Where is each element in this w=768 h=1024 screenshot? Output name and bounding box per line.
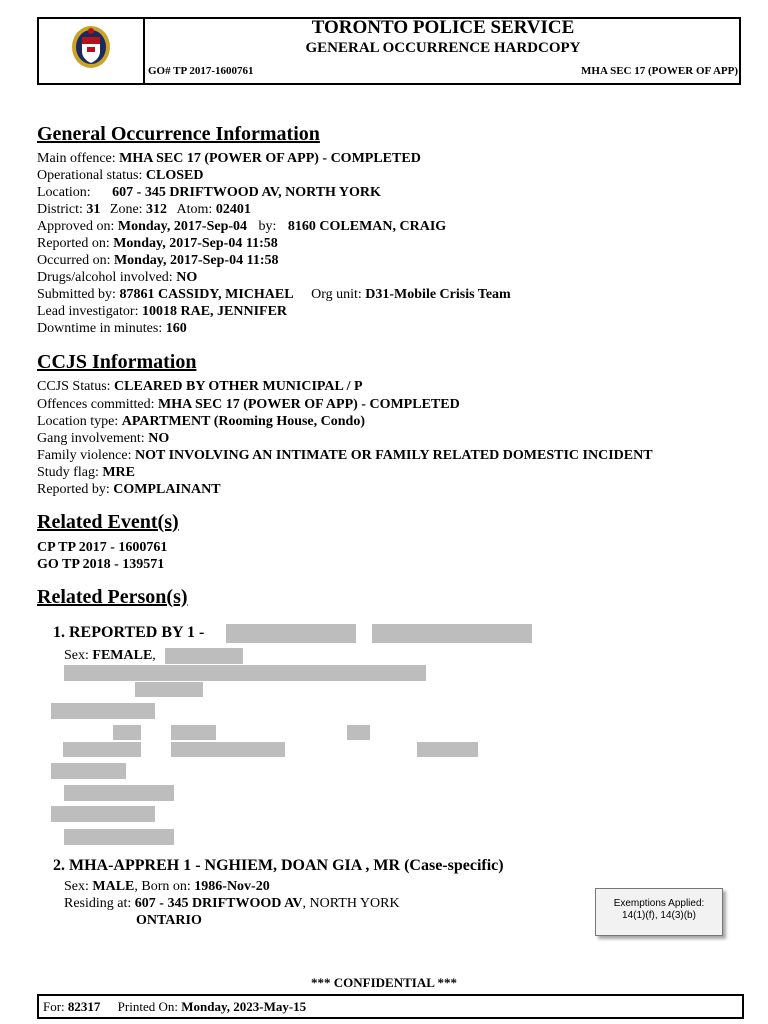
person-2-city-value: , NORTH YORK <box>302 896 400 911</box>
label: Submitted by: <box>37 287 116 302</box>
label: Study flag: <box>37 465 99 480</box>
label: Occurred on: <box>37 253 111 268</box>
district-row <box>37 201 251 218</box>
occurred-on-value: Monday, 2017-Sep-04 11:58 <box>113 253 279 268</box>
submitted-by-value: 87861 CASSIDY, MICHAEL <box>119 287 294 302</box>
footer-box <box>37 994 744 1019</box>
redaction-block <box>226 624 356 643</box>
study-flag-value: MRE <box>102 465 136 480</box>
redaction-block <box>417 742 478 757</box>
gang-row <box>37 430 169 447</box>
person-2-province-value: ONTARIO <box>136 913 202 928</box>
person-1-sex-value: FEMALE <box>92 648 153 663</box>
label: Approved on: <box>37 219 115 234</box>
label: CCJS Status: <box>37 379 111 394</box>
redaction-block <box>51 763 126 779</box>
person-2-residence-row <box>64 895 400 912</box>
label: Reported on: <box>37 236 110 251</box>
person-2-sex-row <box>64 878 270 895</box>
reported-by-value: COMPLAINANT <box>113 482 221 497</box>
approved-on-value: Monday, 2017-Sep-04 <box>117 219 248 234</box>
redaction-block <box>165 648 243 664</box>
events-heading: Related Event(s) <box>37 511 179 533</box>
status-value: CLOSED <box>145 168 204 183</box>
label: Atom: <box>176 202 213 217</box>
approved-row <box>37 218 446 235</box>
ccjs-status-value: CLEARED BY OTHER MUNICIPAL / P <box>114 379 363 394</box>
exemptions-value: 14(1)(f), 14(3)(b) <box>622 910 696 921</box>
event-item <box>37 556 164 573</box>
person-1-sex-row <box>64 647 156 664</box>
redaction-block <box>64 665 426 681</box>
person-2-title-text: 2. MHA-APPREH 1 - NGHIEM, DOAN GIA , MR (Case-specific) <box>53 857 504 874</box>
drugs-value: NO <box>176 270 198 285</box>
ccjs-heading: CCJS Information <box>37 351 197 373</box>
ccjs-status-row <box>37 378 363 395</box>
label: Operational status: <box>37 168 143 183</box>
lead-investigator-value: 10018 RAE, JENNIFER <box>141 304 288 319</box>
document-title: TORONTO POLICE SERVICE <box>311 17 575 38</box>
label: Downtime in minutes: <box>37 321 163 336</box>
family-violence-value: NOT INVOLVING AN INTIMATE OR FAMILY RELATED DOMESTIC INCIDENT <box>134 448 653 463</box>
redaction-block <box>171 725 216 740</box>
location-type-row <box>37 413 365 430</box>
label: Lead investigator: <box>37 304 139 319</box>
label: by: <box>258 219 277 234</box>
district-value: 31 <box>86 202 101 217</box>
separator: , <box>152 648 156 663</box>
org-unit-value: D31-Mobile Crisis Team <box>365 287 511 302</box>
atom-value: 02401 <box>215 202 251 217</box>
for-value: 82317 <box>67 999 101 1014</box>
printed-on-value: Monday, 2023-May-15 <box>181 999 307 1014</box>
label: Residing at: <box>64 896 132 911</box>
drugs-row <box>37 269 197 286</box>
redaction-block <box>372 624 532 643</box>
family-violence-row <box>37 447 653 464</box>
document-subtitle: GENERAL OCCURRENCE HARDCOPY <box>305 40 581 56</box>
label: Sex: <box>64 879 89 894</box>
person-2-address-value: 607 - 345 DRIFTWOOD AV <box>134 896 303 911</box>
submitted-row <box>37 286 511 303</box>
downtime-value: 160 <box>165 321 187 336</box>
person-2-title <box>53 856 504 875</box>
event-item <box>37 539 167 556</box>
label: Family violence: <box>37 448 132 463</box>
redaction-block <box>347 725 370 740</box>
status-row <box>37 167 203 184</box>
redaction-block <box>64 785 174 801</box>
confidential-notice: *** CONFIDENTIAL *** <box>311 975 457 990</box>
approved-by-value: 8160 COLEMAN, CRAIG <box>287 219 447 234</box>
downtime-row <box>37 320 187 337</box>
occurred-row <box>37 252 278 269</box>
reported-row <box>37 235 278 252</box>
label: Org unit: <box>311 287 362 302</box>
label: Offences committed: <box>37 397 155 412</box>
person-1-title-text: 1. REPORTED BY 1 - <box>53 624 205 641</box>
offences-value: MHA SEC 17 (POWER OF APP) - COMPLETED <box>158 397 460 412</box>
label: Zone: <box>109 202 143 217</box>
redaction-block <box>63 742 141 757</box>
redaction-block <box>113 725 141 740</box>
label: , Born on: <box>134 879 191 894</box>
general-heading: General Occurrence Information <box>37 123 320 145</box>
zone-value: 312 <box>146 202 168 217</box>
person-2-born-value: 1986-Nov-20 <box>194 879 270 894</box>
event-go-value: GO TP 2018 - 139571 <box>37 557 165 572</box>
label: District: <box>37 202 83 217</box>
label: Main offence: <box>37 151 116 166</box>
location-row <box>37 184 381 201</box>
lead-row <box>37 303 287 320</box>
label: Reported by: <box>37 482 110 497</box>
redaction-block <box>64 829 174 845</box>
occurrence-type: MHA SEC 17 (POWER OF APP) <box>581 65 738 77</box>
label: Printed On: <box>117 999 178 1014</box>
person-1-title <box>53 623 204 642</box>
label: For: <box>43 999 65 1014</box>
study-flag-row <box>37 464 135 481</box>
person-2-sex-value: MALE <box>92 879 135 894</box>
redaction-block <box>171 742 285 757</box>
location-type-value: APARTMENT (Rooming House, Condo) <box>121 414 365 429</box>
main-offence-value: MHA SEC 17 (POWER OF APP) - COMPLETED <box>119 151 421 166</box>
reported-on-value: Monday, 2017-Sep-04 11:58 <box>113 236 278 251</box>
label: Location type: <box>37 414 119 429</box>
location-value: 607 - 345 DRIFTWOOD AV, NORTH YORK <box>112 185 381 200</box>
main-offence-row <box>37 150 421 167</box>
event-cp-value: CP TP 2017 - 1600761 <box>37 540 168 555</box>
exemptions-box <box>595 888 723 936</box>
gang-value: NO <box>148 431 170 446</box>
redaction-block <box>51 703 155 719</box>
label: Location: <box>37 185 91 200</box>
police-crest-icon <box>71 25 111 69</box>
redaction-block <box>135 682 203 697</box>
label: Gang involvement: <box>37 431 145 446</box>
redaction-block <box>51 806 155 822</box>
offences-row <box>37 396 460 413</box>
label: Sex: <box>64 648 89 663</box>
exemptions-label: Exemptions Applied: <box>613 898 705 909</box>
label: Drugs/alcohol involved: <box>37 270 173 285</box>
persons-heading: Related Person(s) <box>37 586 188 608</box>
go-number: GO# TP 2017-1600761 <box>148 65 254 77</box>
person-2-province-row <box>136 912 202 929</box>
reported-by-row <box>37 481 221 498</box>
